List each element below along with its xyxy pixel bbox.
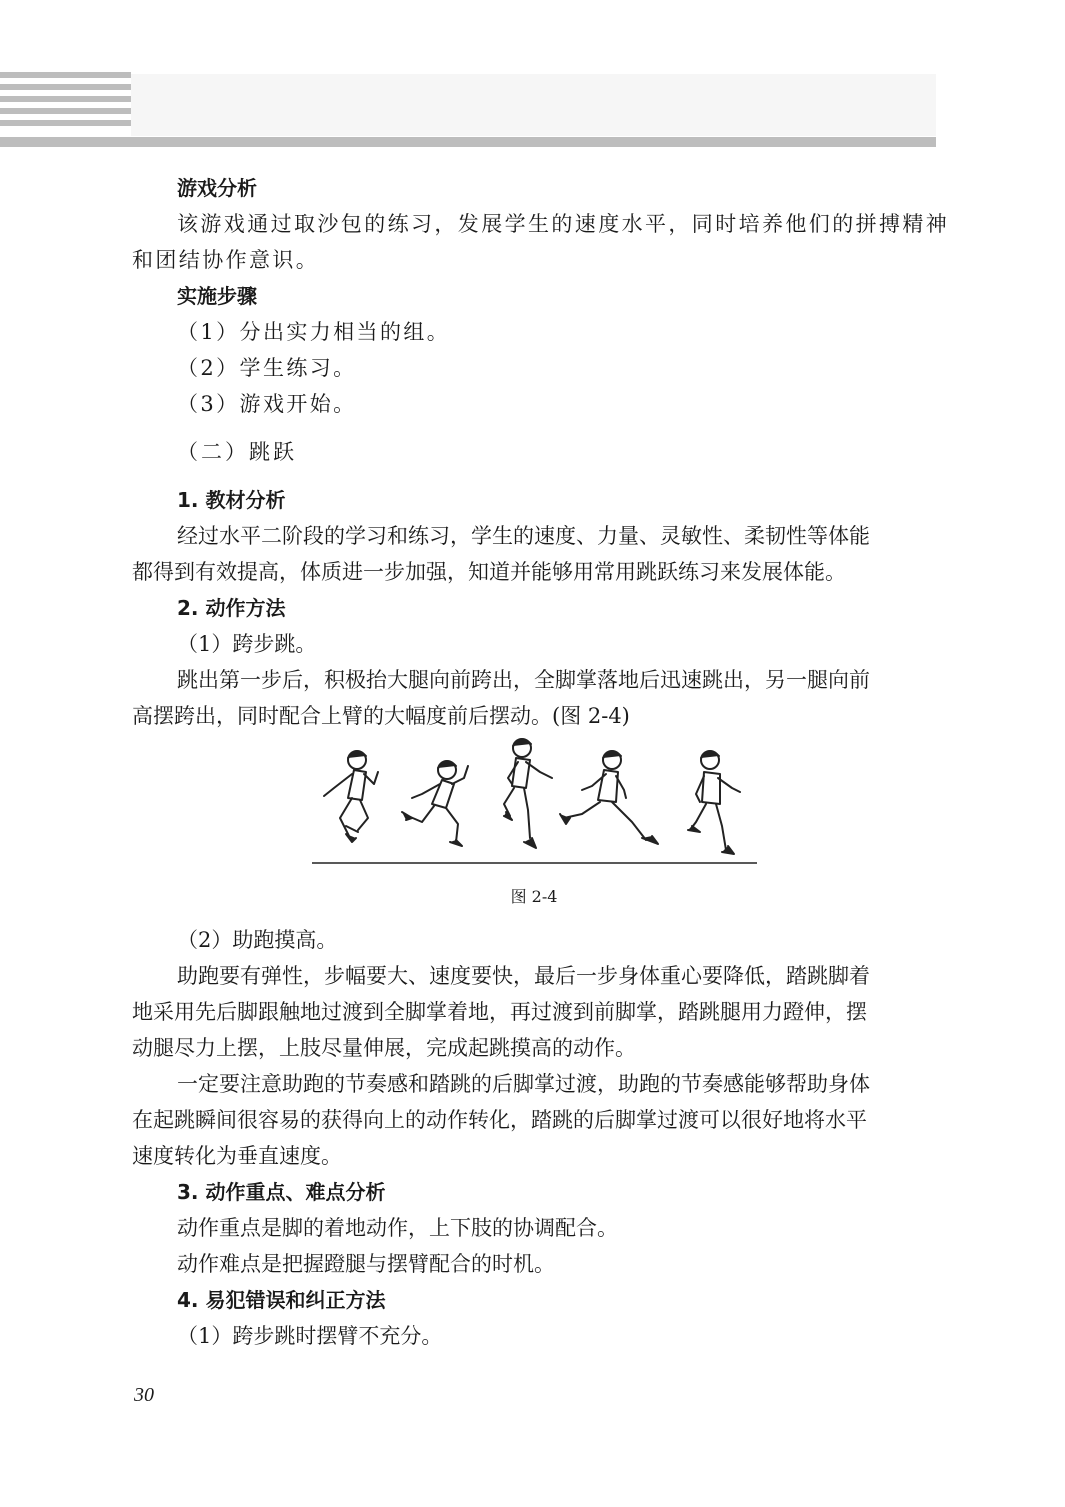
header-bar <box>0 137 936 147</box>
figure-caption: 图 2-4 <box>510 887 558 906</box>
runner-figure-3 <box>504 739 552 848</box>
paragraph-line: 一定要注意助跑的节奏感和踏跳的后脚掌过渡，助跑的节奏感能够帮助身体 <box>177 1072 870 1096</box>
page-number: 30 <box>134 1384 154 1406</box>
heading-analysis: 1. 教材分析 <box>177 488 286 512</box>
game-analysis-text: 该游戏通过取沙包的练习，发展学生的速度水平，同时培养他们的拼搏精神 <box>177 212 950 236</box>
steps-heading: 实施步骤 <box>177 284 257 308</box>
paragraph-line: 经过水平二阶段的学习和练习，学生的速度、力量、灵敏性、柔韧性等体能 <box>177 524 870 548</box>
paragraph-line: 在起跳瞬间很容易的获得向上的动作转化，踏跳的后脚掌过渡可以很好地将水平 <box>132 1108 867 1132</box>
paragraph-line: 高摆跨出，同时配合上臂的大幅度前后摆动。(图 2-4) <box>132 704 630 728</box>
paragraph-line: 动作重点是脚的着地动作，上下肢的协调配合。 <box>177 1216 618 1240</box>
stride-jump-illustration <box>312 738 757 883</box>
heading-errors: 4. 易犯错误和纠正方法 <box>177 1288 386 1312</box>
runner-figure-5 <box>688 751 740 854</box>
step-item: （1）分出实力相当的组。 <box>177 320 451 344</box>
page-content <box>132 170 950 1354</box>
step-item: （3）游戏开始。 <box>177 392 357 416</box>
paragraph-line: 地采用先后脚跟触地过渡到全脚掌着地，再过渡到前脚掌，踏跳腿用力蹬伸，摆 <box>132 1000 867 1024</box>
paragraph-line: 跳出第一步后，积极抬大腿向前跨出，全脚掌落地后迅速跳出，另一腿向前 <box>177 668 870 692</box>
step-item: （2）学生练习。 <box>177 356 357 380</box>
header-band <box>131 74 936 136</box>
header-stripes <box>0 72 131 132</box>
paragraph-line: 速度转化为垂直速度。 <box>132 1144 342 1168</box>
paragraph-line: 都得到有效提高，体质进一步加强，知道并能够用常用跳跃练习来发展体能。 <box>132 560 846 584</box>
heading-method: 2. 动作方法 <box>177 596 286 620</box>
runner-figure-2 <box>402 761 468 846</box>
game-analysis-heading: 游戏分析 <box>177 176 257 200</box>
heading-key-points: 3. 动作重点、难点分析 <box>177 1180 386 1204</box>
figure-2-4 <box>132 734 936 922</box>
paragraph-line: 助跑要有弹性，步幅要大、速度要快，最后一步身体重心要降低，踏跳脚着 <box>177 964 870 988</box>
paragraph-line: （1）跨步跳时摆臂不充分。 <box>177 1324 443 1348</box>
method-item-2: （2）助跑摸高。 <box>177 928 338 952</box>
runner-figure-4 <box>560 751 658 844</box>
paragraph-line: 动腿尽力上摆，上肢尽量伸展，完成起跳摸高的动作。 <box>132 1036 636 1060</box>
paragraph-line: 动作难点是把握蹬腿与摆臂配合的时机。 <box>177 1252 555 1276</box>
runner-figure-1 <box>324 751 378 842</box>
section-title: （二）跳跃 <box>177 440 297 464</box>
method-item-1: （1）跨步跳。 <box>177 632 317 656</box>
game-analysis-text: 和团结协作意识。 <box>132 248 320 272</box>
